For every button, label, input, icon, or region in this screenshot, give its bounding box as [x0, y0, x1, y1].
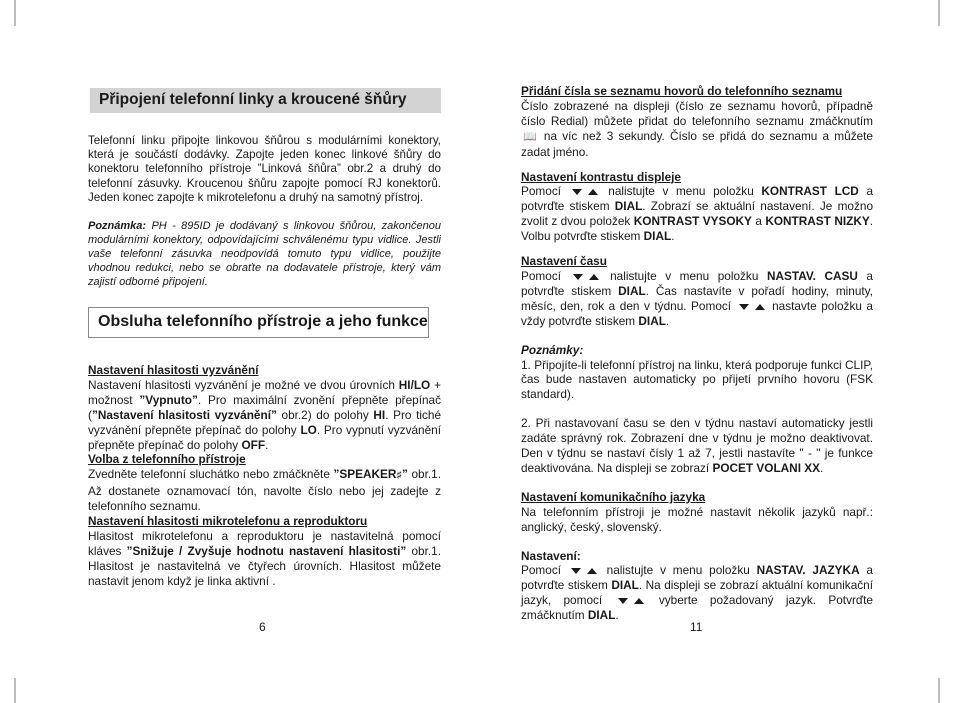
- note-2-text: .: [819, 460, 824, 475]
- contrast-heading: Nastavení kontrastu displeje: [521, 169, 681, 184]
- time-text: .: [665, 313, 670, 328]
- note-paragraph: [88, 219, 441, 289]
- crop-mark-bottom-right: [938, 678, 940, 703]
- language-text: Na telefonním přístroji je možné nastavit několik jazyků např.: anglický, český, slovenský.: [521, 504, 873, 534]
- time-text: nastavte položku a vždy potvrďte stiskem: [521, 298, 873, 328]
- handset-volume-heading: Nastavení hlasitosti mikrotelefonu a reproduktoru: [88, 514, 368, 529]
- setting-label: Nastavení:: [521, 548, 581, 563]
- contrast-high: KONTRAST VYSOKY: [633, 214, 752, 229]
- notes-section: [521, 343, 873, 403]
- dial-key: DIAL: [638, 313, 666, 328]
- ring-volume-heading: Nastavení hlasitosti vyzvánění: [88, 363, 259, 378]
- language-heading: Nastavení komunikačního jazyka: [521, 489, 706, 504]
- crop-mark-bottom-left: [14, 678, 16, 703]
- dialing-heading: Volba z telefonního přístroje: [88, 452, 246, 467]
- handset-volume-text: Hlasitost mikrotelefonu a reproduktoru je nastavitelná pomocí kláves: [88, 528, 441, 558]
- ring-off: OFF: [241, 437, 266, 452]
- ring-text: obr.2) do polohy: [276, 407, 374, 422]
- note-1: 1. Připojíte-li telefonní přístroj na linku, která podporuje funkci CLIP, čas bude nastaven automaticky po přijetí prvního hovoru (FSK standard).: [521, 357, 873, 402]
- time-text: a potvrďte stiskem: [521, 268, 873, 298]
- note-2: [521, 416, 873, 476]
- pomoci-text: Pomocí: [521, 184, 561, 199]
- connection-text: Telefonní linku připojte linkovou šňůrou s modulárními konektory, která je součástí dodávky. Zapojte jeden konec linkové šňůry do konektoru telefonního přístroje ”Linková šňůra” obr.2 a druhý do telefonní zásuvky. Kroucenou šňůru zapojte pomocí RJ konektorů. Jeden konec zapojte k mikrotelefonu a druhý na samotný přístroj.: [88, 134, 441, 204]
- ring-off-label: ”Vypnuto”: [139, 392, 198, 407]
- contrast-text: .: [671, 229, 675, 244]
- dialing-text: Zvedněte telefonní sluchátko nebo zmáčkněte: [88, 467, 334, 482]
- arrow-down-icon: [573, 274, 583, 280]
- note-2-key: POCET VOLANI XX: [712, 460, 820, 475]
- ring-switch-label: ”Nastavení hlasitosti vyzvánění”: [91, 407, 277, 422]
- note-2-text: 2. Při nastavovaní času se den v týdnu nastaví automaticky jestli zadáte správný rok. Zobrazení dne v týdnu je možno deaktivovat. Den v týdnu se nastaví čísly 1 až 7, jestli nastavíte " - " je funkce deaktivována. Na displeji se zobrazí: [521, 416, 873, 475]
- dialing-text: obr.1. Až dostanete oznamovací tón, navolte číslo nebo jej zadejte z telefonního seznamu.: [88, 467, 441, 514]
- arrow-up-icon: [589, 274, 599, 280]
- language-setting-text: . Na displeji se zobrazí aktuální komunikační jazyk, pomocí: [521, 578, 873, 608]
- time-text: nalistujte v menu položku: [601, 268, 767, 283]
- arrow-up-icon: [587, 568, 597, 574]
- dial-key: DIAL: [587, 608, 616, 623]
- language-setting: [521, 549, 873, 624]
- contrast-text: a potvrďte stiskem: [521, 184, 873, 214]
- handset-volume-text: obr.1. Hlasitost je nastavitelná ve čtyřech úrovních. Hlasitost můžete nastavit jenom když je linka aktivní .: [88, 543, 442, 588]
- language-setting-text: a potvrďte stiskem: [521, 563, 873, 593]
- ring-volume-section: Nastavení hlasitosti vyzvánění Nastavení hlasitosti vyzvánění je možné ve dvou úrovních HI/LO + možnost ”Vypnuto”. Pro maximální zvonění přepněte přepínač (”Nastavení hlasitosti vyzvánění” obr.2) do polohy HI. Pro tiché vyzvánění přepněte přepínač do polohy LO. Pro vypnutí vyzvánění přepněte přepínač do polohy OFF. Volba z telefonního přístroje Zvedněte telefonní sluchátko nebo zmáčkněte ”SPEAKER♯” obr.1. Až dostanete oznamovací tón, navolte číslo nebo jej zadejte z telefonního seznamu. Nastavení hlasitosti mikrotelefonu a reproduktoru Hlasitost mikrotelefonu a reproduktoru je nastavitelná pomocí kláves ”Snižuje / Zvyšuje hodnotu nastavení hlasitosti” obr.1. Hlasitost je nastavitelná ve čtyřech úrovních. Hlasitost můžete nastavit jenom když je linka aktivní .: [88, 363, 442, 588]
- time-section: [521, 254, 873, 329]
- dial-key: DIAL: [611, 578, 639, 593]
- language-key: NASTAV. JAZYKA: [756, 563, 860, 578]
- pomoci-text: Pomocí: [521, 563, 561, 578]
- speaker-icon: ♯: [396, 470, 402, 482]
- contrast-text: . Volbu potvrďte stiskem: [521, 214, 873, 244]
- add-number-text: na víc než 3 sekundy. Číslo se přidá do seznamu a můžete zadat jméno.: [521, 128, 873, 159]
- note-label: Poznámka:: [88, 220, 147, 233]
- dial-key: DIAL: [614, 199, 643, 214]
- arrow-up-icon: [755, 304, 765, 310]
- dial-key: DIAL: [618, 283, 646, 298]
- time-text: . Čas nastavíte v pořadí hodiny, minuty, měsíc, den, rok a den v týdnu. Pomocí: [521, 283, 873, 313]
- dial-key: DIAL: [643, 229, 672, 244]
- arrow-up-icon: [588, 189, 598, 195]
- language-section: [521, 490, 873, 535]
- note-text: PH - 895ID je dodávaný s linkovou šňůrou, zakončenou modulárními konektory, odpovídajícími schválenému typu vidlice. Jestli vaše telefonní zásuvka neodpovídá tomuto typu vidlice, použijte vhodnou redukci, nebo se obraťte na dodavatele přístroje, který vám zajistí odborné připojení.: [88, 220, 441, 289]
- connection-heading: Připojení telefonní linky a kroucené šňůry: [90, 88, 441, 113]
- language-setting-text: nalistujte v menu položku: [599, 563, 757, 578]
- contrast-section: [521, 170, 873, 245]
- language-setting-text: vyberte požadovaný jazyk. Potvrďte zmáčknutím: [521, 593, 873, 623]
- time-key: NASTAV. CASU: [766, 268, 858, 283]
- pomoci-text: Pomocí: [521, 268, 561, 283]
- contrast-key: KONTRAST LCD: [761, 184, 859, 199]
- book-icon: 📖: [523, 130, 537, 143]
- ring-text: . Pro maximální zvonění přepněte přepínač (: [88, 392, 441, 422]
- language-setting-text: .: [615, 608, 619, 623]
- contrast-text: . Zobrazí se aktuální nastavení. Je možno zvolit z dvou položek: [521, 199, 874, 229]
- contrast-text: nalistujte v menu položku: [600, 184, 762, 199]
- page-number-left: 6: [259, 620, 266, 634]
- operation-heading: Obsluha telefonního přístroje a jeho funkce: [88, 307, 429, 338]
- arrow-down-icon: [571, 568, 581, 574]
- arrow-up-icon: [634, 598, 644, 604]
- ring-text: Nastavení hlasitosti vyzvánění je možné ve dvou úrovních: [88, 377, 399, 392]
- arrow-down-icon: [618, 598, 628, 604]
- ring-text: + možnost: [88, 377, 441, 407]
- right-page: [521, 84, 873, 623]
- add-number-text: Číslo zobrazené na displeji (číslo ze seznamu hovorů, případně číslo Redial) můžete přidat do telefonního seznamu zmáčknutím: [521, 98, 873, 128]
- add-number-heading: Přidání čísla se seznamu hovorů do telefonního seznamu: [521, 84, 843, 98]
- arrow-down-icon: [739, 304, 749, 310]
- arrow-down-icon: [572, 189, 582, 195]
- ring-text: . Pro vypnutí vyzvánění přepněte přepínač do polohy: [88, 422, 441, 452]
- ring-text: .: [265, 437, 269, 452]
- page-number-right: 11: [690, 620, 703, 634]
- crop-mark-top-left: [14, 0, 16, 26]
- add-number-section: [521, 84, 873, 160]
- volume-keys: ”Snižuje / Zvyšuje hodnotu nastavení hlasitosti”: [126, 543, 407, 558]
- speaker-key: ”SPEAKER: [333, 467, 397, 482]
- contrast-low: KONTRAST NIZKY: [765, 214, 870, 229]
- ring-text: . Pro tiché vyzvánění přepněte přepínač do polohy: [88, 407, 442, 437]
- notes-label: Poznámky:: [521, 342, 584, 357]
- ring-hi: HI: [373, 407, 386, 422]
- contrast-text: a: [751, 214, 766, 229]
- crop-mark-top-right: [938, 0, 940, 26]
- time-heading: Nastavení času: [521, 254, 607, 269]
- ring-hilo: HI/LO: [398, 377, 431, 392]
- left-page: [88, 88, 441, 589]
- ring-lo: LO: [300, 422, 317, 437]
